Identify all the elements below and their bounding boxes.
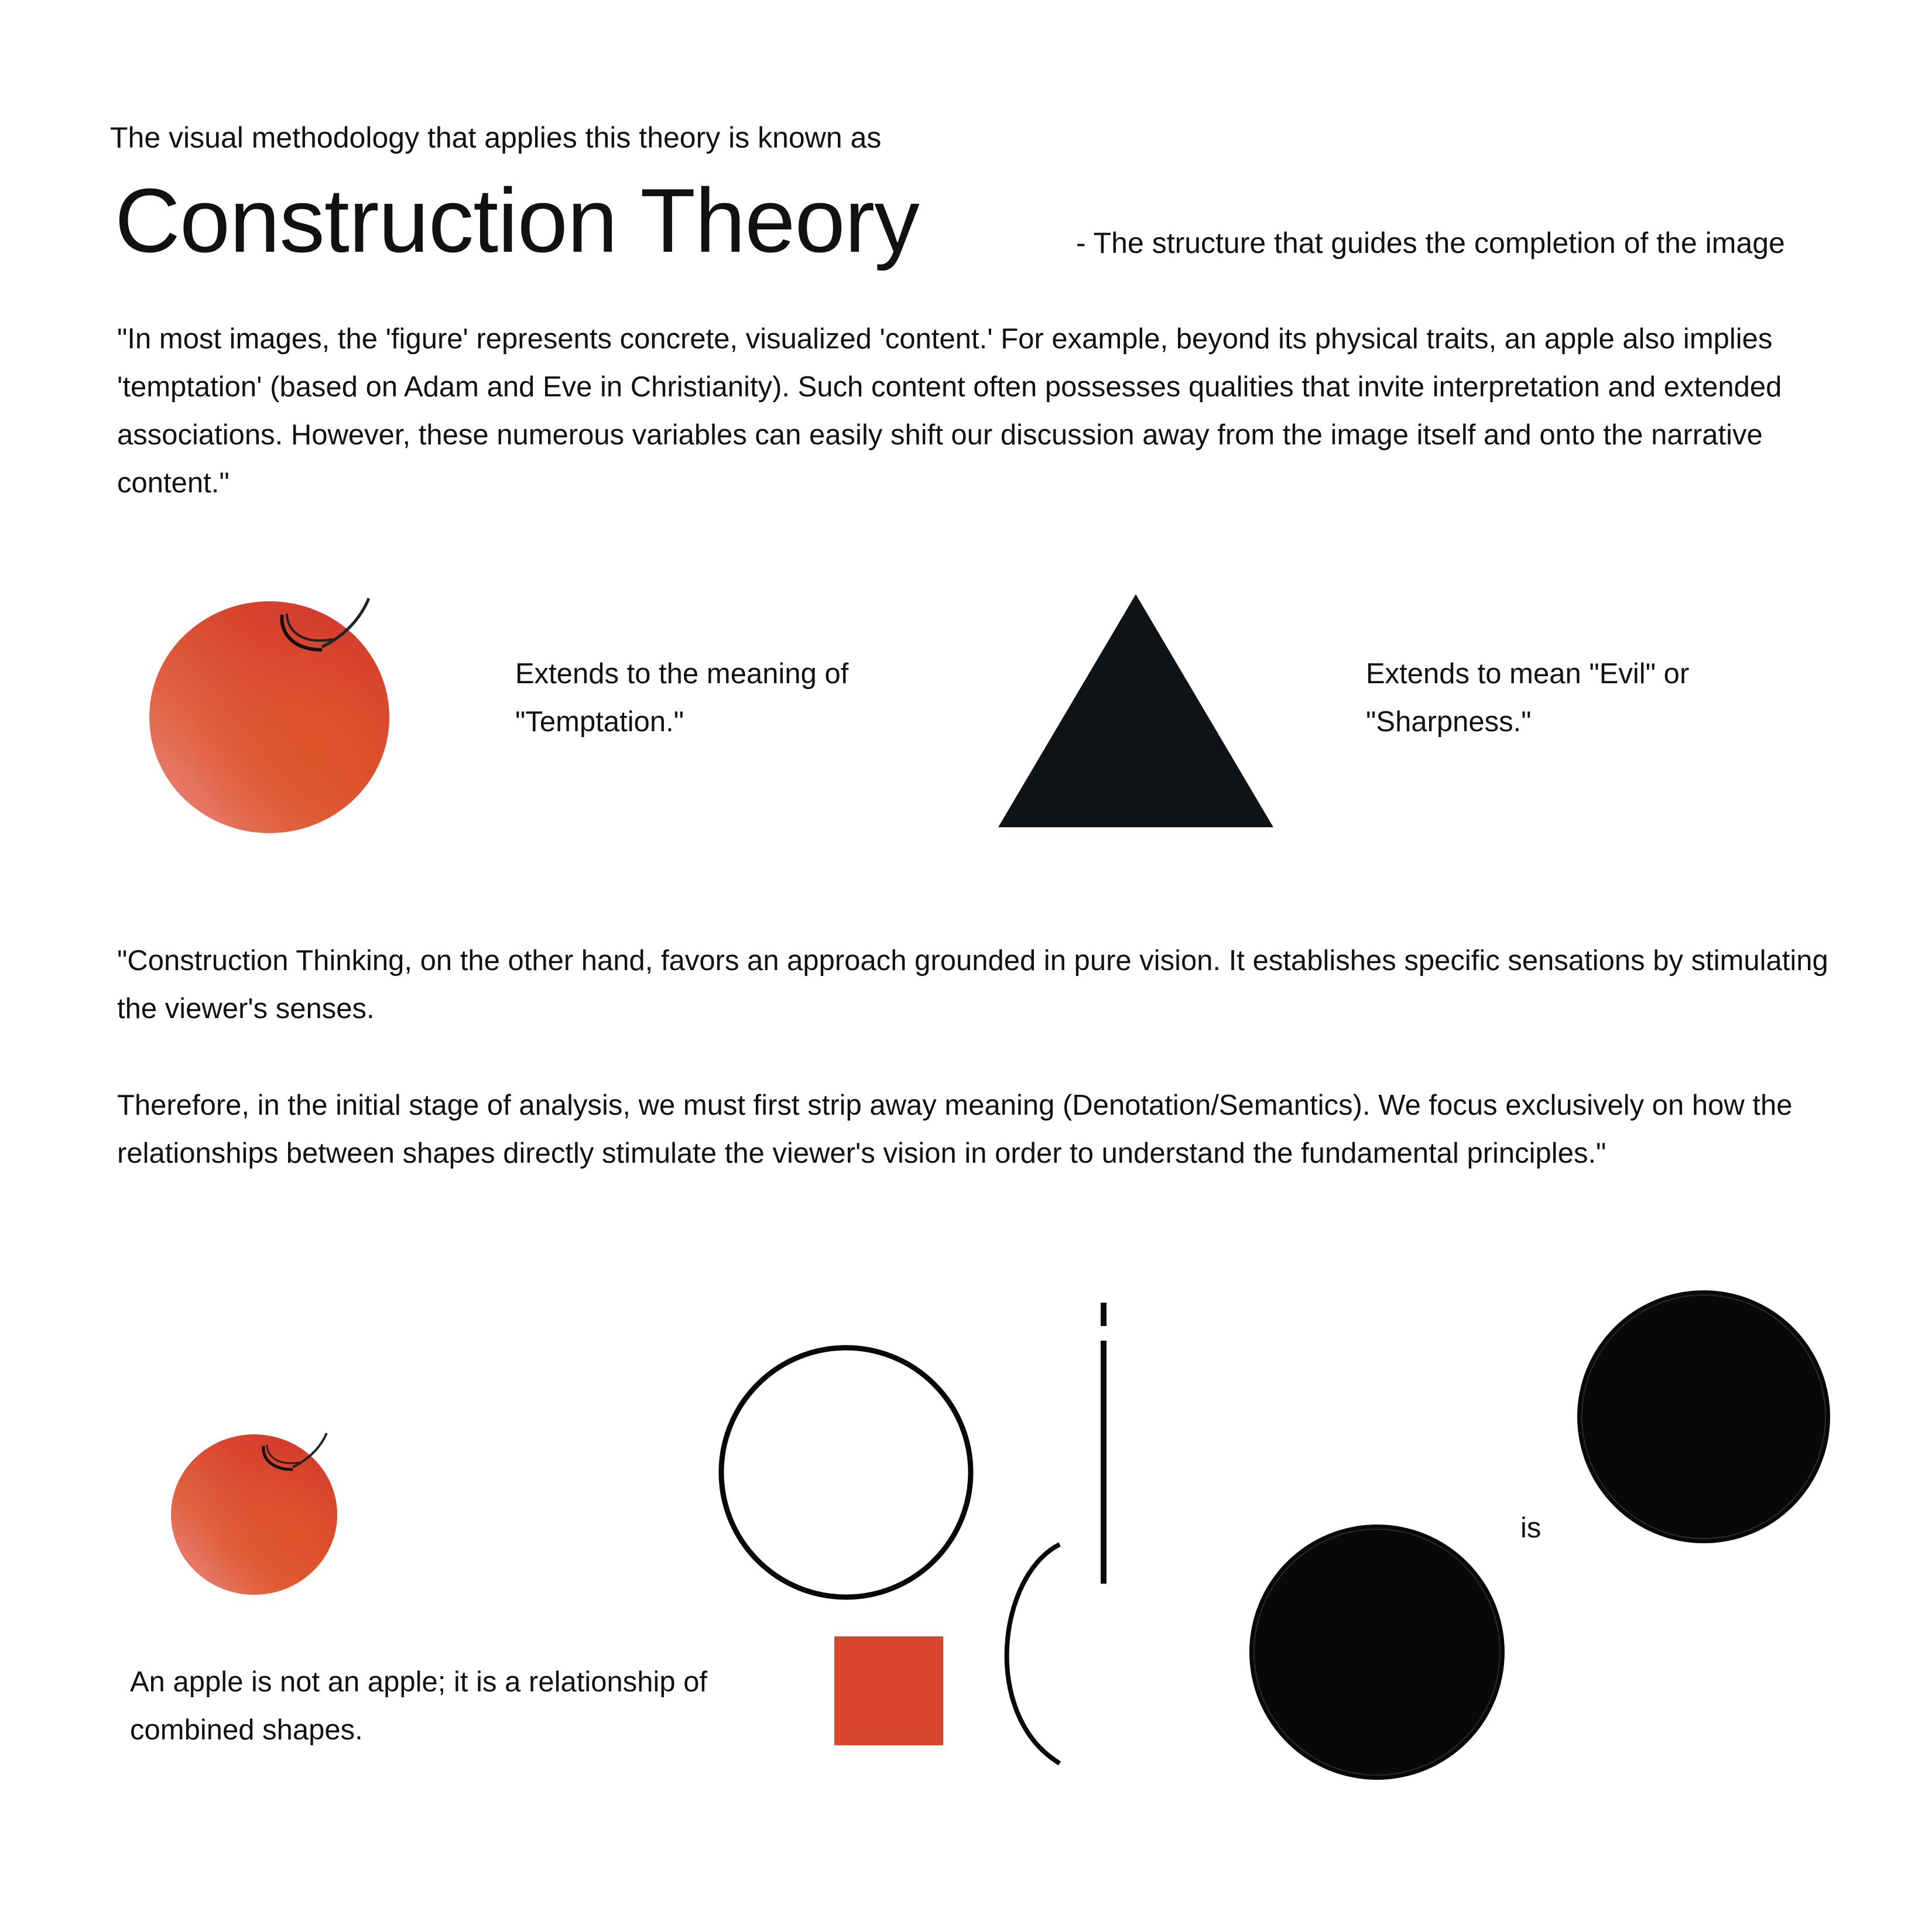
quote-construction-thinking: "Construction Thinking, on the other hand, favors an approach grounded in pure vision. It establishes specific sensations by stimulating the viewer's senses.: [117, 945, 1828, 1025]
outline-circle: [717, 1344, 975, 1601]
page-subtitle: - The structure that guides the completion of the image: [1076, 227, 1785, 259]
arc-shape: [995, 1540, 1066, 1768]
black-triangle: [998, 594, 1273, 827]
black-circle-upper: [1575, 1288, 1832, 1546]
apple-caption: Extends to the meaning of "Temptation.": [515, 658, 849, 738]
page-title: Construction Theory: [115, 170, 919, 271]
red-square: [834, 1636, 943, 1745]
small-apple-illustration: [170, 1429, 340, 1595]
is-label: is: [1520, 1512, 1542, 1544]
bottom-caption: An apple is not an apple; it is a relationship of combined shapes.: [130, 1666, 708, 1746]
vertical-stem-line: [1098, 1303, 1109, 1584]
intro-text: The visual methodology that applies this theory is known as: [110, 121, 882, 154]
quote-figure-content: "In most images, the 'figure' represents concrete, visualized 'content.' For example, beyond its physical traits, an apple also implies 'temptation' (based on Adam and Eve in Christianity). Such content often possesses qualities that invite interpretation and extended associations. However, these numerous variables can easily shift our discussion away from the image itself and onto the narrative content.": [117, 323, 1782, 499]
quote-therefore: Therefore, in the initial stage of analysis, we must first strip away meaning (Denotation/Semantics). We focus exclusively on how the relationships between shapes directly stimulate the viewer's vision in order to understand the fundamental principles.": [117, 1090, 1793, 1169]
triangle-caption: Extends to mean "Evil" or "Sharpness.": [1366, 658, 1690, 738]
black-circle-lower: [1247, 1522, 1508, 1783]
apple-illustration: [146, 591, 392, 837]
triangle-illustration: [998, 594, 1273, 828]
